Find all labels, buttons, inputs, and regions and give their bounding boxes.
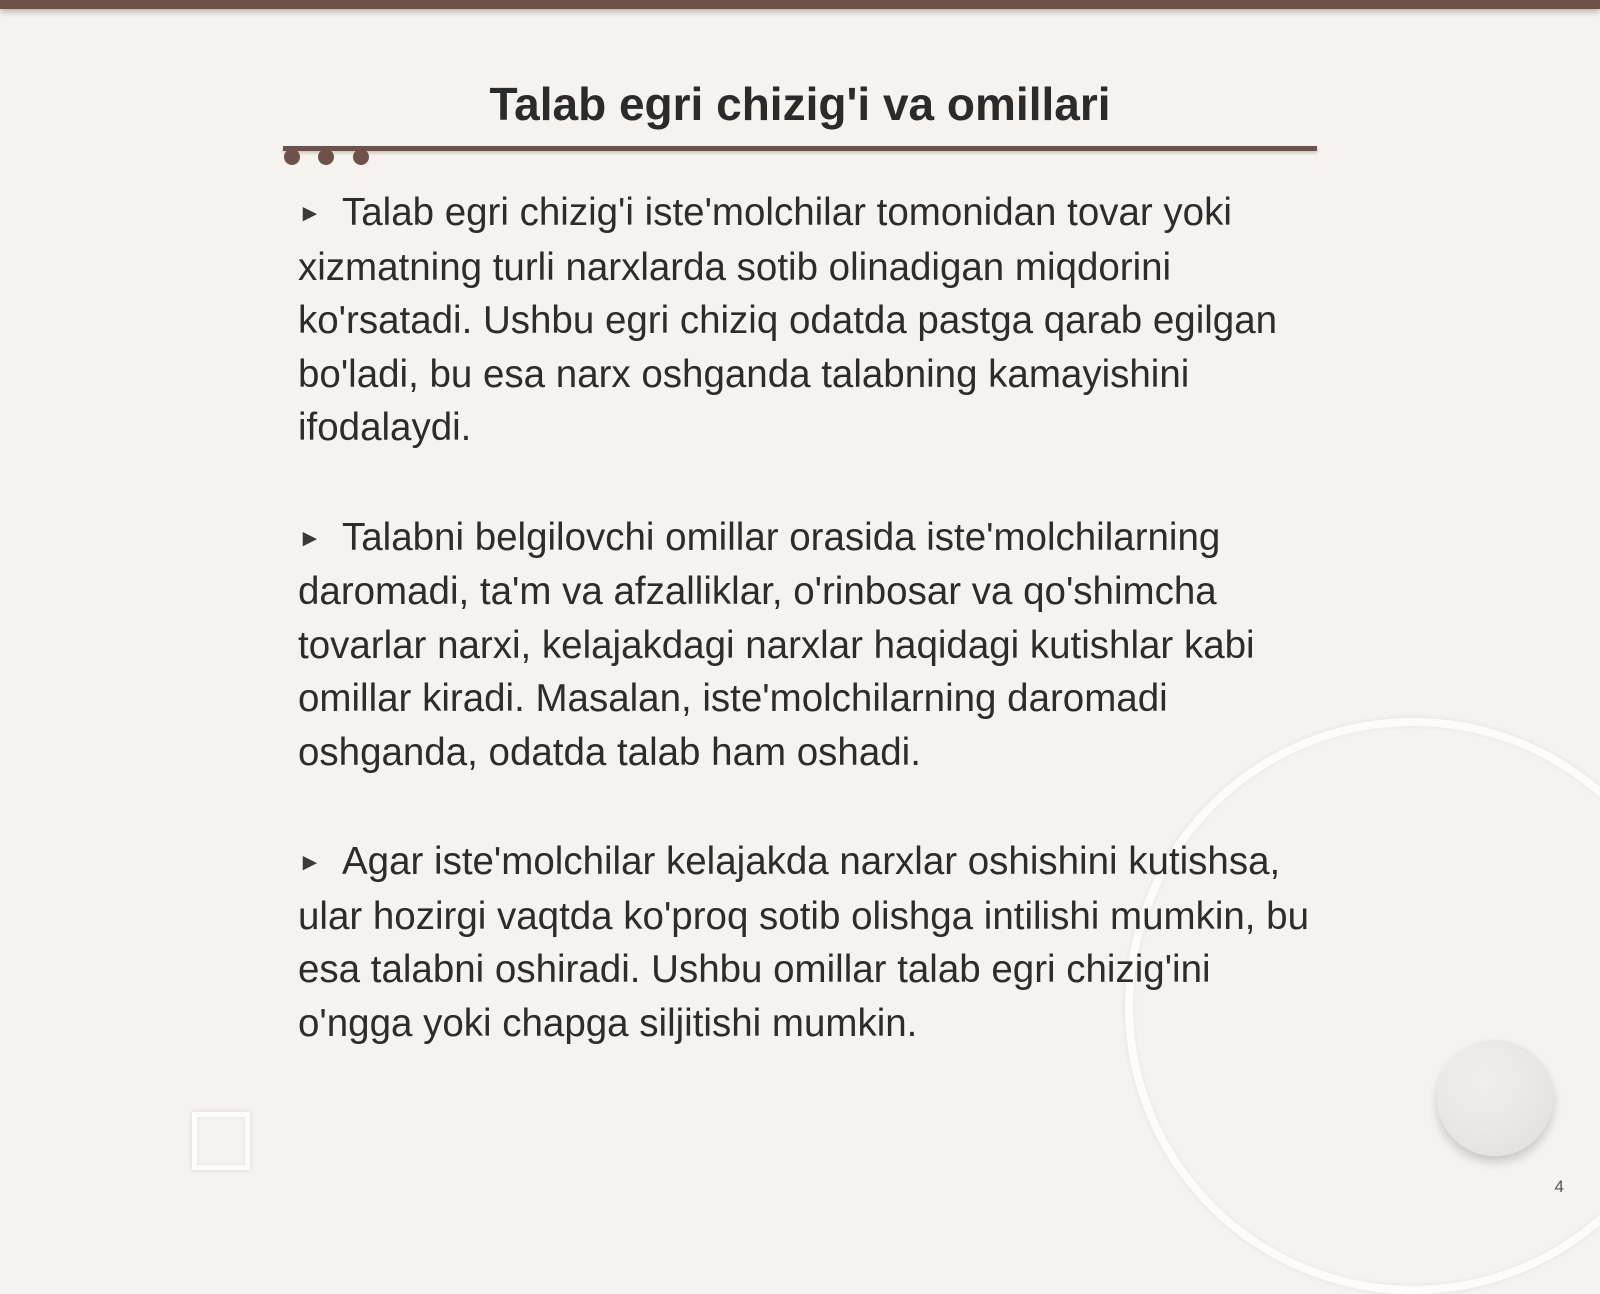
bullet-item (298, 186, 1328, 455)
bullet-triangle-icon: ► (298, 849, 322, 876)
bullet-item (298, 511, 1328, 780)
page-number: 4 (1554, 1177, 1564, 1196)
bullet-triangle-icon: ► (298, 524, 322, 552)
bullet-triangle-icon: ► (298, 200, 322, 227)
title-underline (283, 146, 1317, 151)
decorative-disc (1437, 1040, 1553, 1156)
bullet-list (298, 186, 1328, 1106)
bullet-text: Talabni belgilovchi omillar orasida iste'molchilarning daromadi, ta'm va afzalliklar, o'rinbosar va qo'shimcha tovarlar narxi, kelajakdagi narxlar haqidagi kutishlar kabi omillar kiradi. Masalan, iste'molchilarning daromadi oshganda, odatda talab ham oshadi. (298, 515, 1255, 774)
title-dot (353, 149, 369, 165)
bullet-text: Agar iste'molchilar kelajakda narxlar oshishini kutishsa, ular hozirgi vaqtda ko'proq sotib olishga intilishi mumkin, bu esa talabni oshiradi. Ushbu omillar talab egri chizig'ini o'ngga yoki chapga siljitishi mumkin. (298, 840, 1310, 1045)
title-dot (318, 149, 334, 165)
bullet-text: Talab egri chizig'i iste'molchilar tomonidan tovar yoki xizmatning turli narxlarda sotib olinadigan miqdorini ko'rsatadi. Ushbu egri chiziq odatda pastga qarab egilgan bo'ladi, bu esa narx oshganda talabning kamayishini ifodalaydi. (298, 191, 1278, 449)
decorative-square (192, 1112, 250, 1170)
slide-title: Talab egri chizig'i va omillari (489, 78, 1111, 130)
top-accent-bar (0, 0, 1600, 9)
bullet-item (298, 835, 1328, 1050)
title-dot (284, 149, 300, 165)
